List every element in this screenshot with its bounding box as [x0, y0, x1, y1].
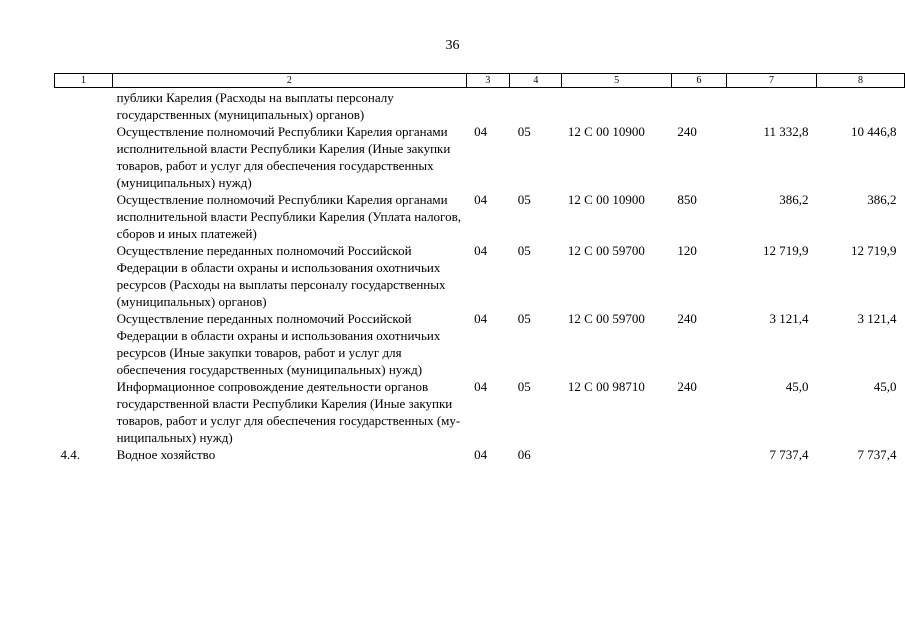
row-podrazdel: 05 [517, 192, 531, 207]
table-row [55, 310, 905, 378]
table-row [55, 446, 905, 463]
page-number: 36 [445, 38, 460, 53]
row-sum-year-1: 7 737,4 [769, 447, 809, 462]
table-row [55, 88, 905, 124]
column-header: 4 [510, 74, 562, 88]
row-podrazdel: 05 [517, 124, 531, 139]
row-number [55, 123, 113, 191]
row-name: Осуществление переданных полномочий Российской Федерации в области охраны и использования охотничьих ресурсов (Иные закупки товаров, работ и услуг для обеспечения государственных (муниципальных) нужд) [116, 311, 441, 377]
row-sum-year-2: 45,0 [873, 379, 897, 394]
row-name: Осуществление полномочий Республики Карелия органами исполнительной власти Республики Карелия (Иные закупки товаров, работ и услуг для обеспечения государственных (муниципальных) нужд) [116, 124, 451, 190]
row-expense-type [671, 446, 726, 463]
row-number [55, 378, 113, 446]
row-sum-year-2: 386,2 [867, 192, 897, 207]
row-expense-type: 240 [677, 379, 697, 394]
row-sum-year-2: 10 446,8 [851, 124, 897, 139]
row-expense-type [671, 88, 726, 124]
row-sum-year-1: 3 121,4 [769, 311, 809, 326]
row-podrazdel: 05 [517, 379, 531, 394]
column-header: 6 [671, 74, 726, 88]
table-row [55, 191, 905, 242]
row-sum-year-2: 7 737,4 [857, 447, 897, 462]
column-header: 8 [816, 74, 904, 88]
row-sum-year-1: 12 719,9 [762, 243, 809, 258]
table-row [55, 378, 905, 446]
row-razdel: 04 [474, 379, 488, 394]
row-sum-year-2: 3 121,4 [857, 311, 897, 326]
row-number [55, 191, 113, 242]
row-razdel: 04 [474, 311, 488, 326]
column-header: 3 [466, 74, 510, 88]
column-header: 1 [55, 74, 113, 88]
row-target-article [562, 88, 671, 124]
row-sum-year-2 [816, 88, 904, 124]
row-target-article: 12 С 00 59700 [567, 311, 645, 326]
row-razdel: 04 [474, 243, 488, 258]
row-sum-year-2: 12 719,9 [851, 243, 897, 258]
column-header: 5 [562, 74, 671, 88]
row-expense-type: 240 [677, 124, 697, 139]
row-expense-type: 240 [677, 311, 697, 326]
row-target-article: 12 С 00 10900 [567, 192, 645, 207]
row-name: Водное хозяйство [116, 447, 216, 462]
row-razdel: 04 [474, 124, 488, 139]
row-expense-type: 120 [677, 243, 697, 258]
row-name: Осуществление полномочий Республики Карелия органами исполнительной власти Республики Карелия (Уплата налогов, сборов и иных платежей) [116, 192, 461, 241]
row-expense-type: 850 [677, 192, 697, 207]
column-header: 7 [727, 74, 817, 88]
row-podrazdel: 06 [517, 447, 531, 462]
row-target-article: 12 С 00 59700 [567, 243, 645, 258]
row-target-article [562, 446, 671, 463]
row-sum-year-1 [727, 88, 817, 124]
row-sum-year-1: 11 332,8 [763, 124, 809, 139]
row-sum-year-1: 386,2 [779, 192, 809, 207]
row-razdel [466, 88, 510, 124]
column-header: 2 [113, 74, 466, 88]
row-razdel: 04 [474, 192, 488, 207]
row-name: Информационное сопровождение деятельности органов государственной власти Республики Карелия (Иные закупки товаров, работ и услуг для обеспечения государственных (муниципальных) нужд) [116, 379, 461, 445]
table-row [55, 123, 905, 191]
row-sum-year-1: 45,0 [785, 379, 809, 394]
row-target-article: 12 С 00 98710 [567, 379, 645, 394]
row-number [55, 88, 113, 124]
row-podrazdel: 05 [517, 311, 531, 326]
row-number [55, 242, 113, 310]
row-number [55, 310, 113, 378]
row-target-article: 12 С 00 10900 [567, 124, 645, 139]
column-number-header [55, 74, 905, 88]
budget-table [54, 73, 905, 463]
row-podrazdel: 05 [517, 243, 531, 258]
row-name: Осуществление переданных полномочий Российской Федерации в области охраны и использования охотничьих ресурсов (Расходы на выплаты персоналу государственных (муниципальных) органов) [116, 243, 446, 309]
row-podrazdel [510, 88, 562, 124]
row-number: 4.4. [60, 447, 80, 462]
row-name: публики Карелия (Расходы на выплаты персоналу государственных (муниципальных) органов) [116, 90, 394, 122]
row-razdel: 04 [474, 447, 488, 462]
table-row [55, 242, 905, 310]
